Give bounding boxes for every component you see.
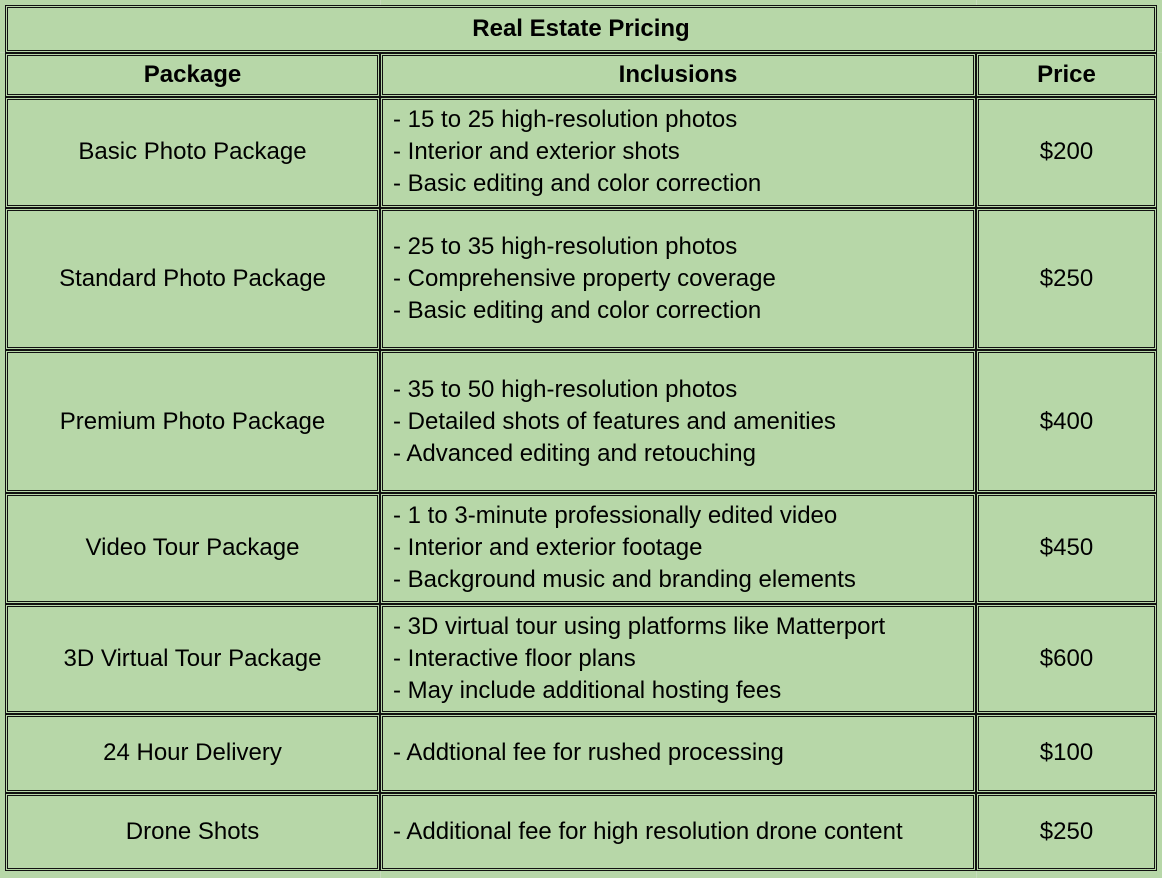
package-cell[interactable]: Basic Photo Package: [5, 97, 380, 208]
package-cell[interactable]: Drone Shots: [5, 793, 380, 871]
inclusion-item: - Additional fee for high resolution drone content: [393, 817, 903, 845]
price-cell[interactable]: $250: [976, 793, 1157, 871]
inclusion-item: - Background music and branding elements: [393, 566, 856, 594]
inclusion-item: - 3D virtual tour using platforms like Matterport: [393, 612, 886, 640]
column-header-price[interactable]: Price: [976, 53, 1157, 97]
inclusions-cell[interactable]: [380, 97, 976, 208]
inclusion-item: - Interior and exterior footage: [393, 534, 703, 562]
inclusions-cell[interactable]: [380, 604, 976, 715]
price-cell[interactable]: $450: [976, 493, 1157, 604]
inclusion-item: - Interior and exterior shots: [393, 138, 680, 166]
table-row: [5, 97, 1157, 208]
inclusion-item: - Advanced editing and retouching: [393, 439, 756, 467]
inclusions-cell[interactable]: [380, 793, 976, 871]
price-cell[interactable]: $250: [976, 208, 1157, 351]
inclusion-item: - Interactive floor plans: [393, 644, 636, 672]
price-cell[interactable]: $200: [976, 97, 1157, 208]
inclusions-cell[interactable]: [380, 493, 976, 604]
package-cell[interactable]: Video Tour Package: [5, 493, 380, 604]
inclusions-cell[interactable]: [380, 714, 976, 792]
inclusions-cell[interactable]: [380, 350, 976, 493]
price-cell[interactable]: $100: [976, 714, 1157, 792]
inclusion-item: - Comprehensive property coverage: [393, 264, 776, 292]
package-cell[interactable]: 3D Virtual Tour Package: [5, 604, 380, 715]
column-header-package[interactable]: Package: [5, 53, 380, 97]
table-title[interactable]: Real Estate Pricing: [5, 5, 1157, 53]
inclusion-item: - Basic editing and color correction: [393, 296, 762, 324]
column-header-inclusions[interactable]: Inclusions: [380, 53, 976, 97]
pricing-table: [5, 5, 1157, 871]
table-row: [5, 604, 1157, 715]
inclusion-item: - 35 to 50 high-resolution photos: [393, 375, 738, 403]
package-cell[interactable]: 24 Hour Delivery: [5, 714, 380, 792]
table-row: [5, 350, 1157, 493]
inclusions-cell[interactable]: [380, 208, 976, 351]
price-cell[interactable]: $600: [976, 604, 1157, 715]
inclusion-item: - 15 to 25 high-resolution photos: [393, 106, 738, 134]
price-cell[interactable]: $400: [976, 350, 1157, 493]
table-row: [5, 793, 1157, 871]
inclusion-item: - 25 to 35 high-resolution photos: [393, 232, 738, 260]
table-row: [5, 714, 1157, 792]
inclusion-item: - May include additional hosting fees: [393, 676, 782, 704]
inclusion-item: - Basic editing and color correction: [393, 170, 762, 198]
header-row: [5, 53, 1157, 97]
table-row: [5, 208, 1157, 351]
inclusion-item: - Addtional fee for rushed processing: [393, 739, 784, 767]
inclusion-item: - 1 to 3-minute professionally edited video: [393, 502, 838, 530]
title-row: [5, 5, 1157, 53]
inclusion-item: - Detailed shots of features and amenities: [393, 407, 836, 435]
table-row: [5, 493, 1157, 604]
package-cell[interactable]: Premium Photo Package: [5, 350, 380, 493]
package-cell[interactable]: Standard Photo Package: [5, 208, 380, 351]
